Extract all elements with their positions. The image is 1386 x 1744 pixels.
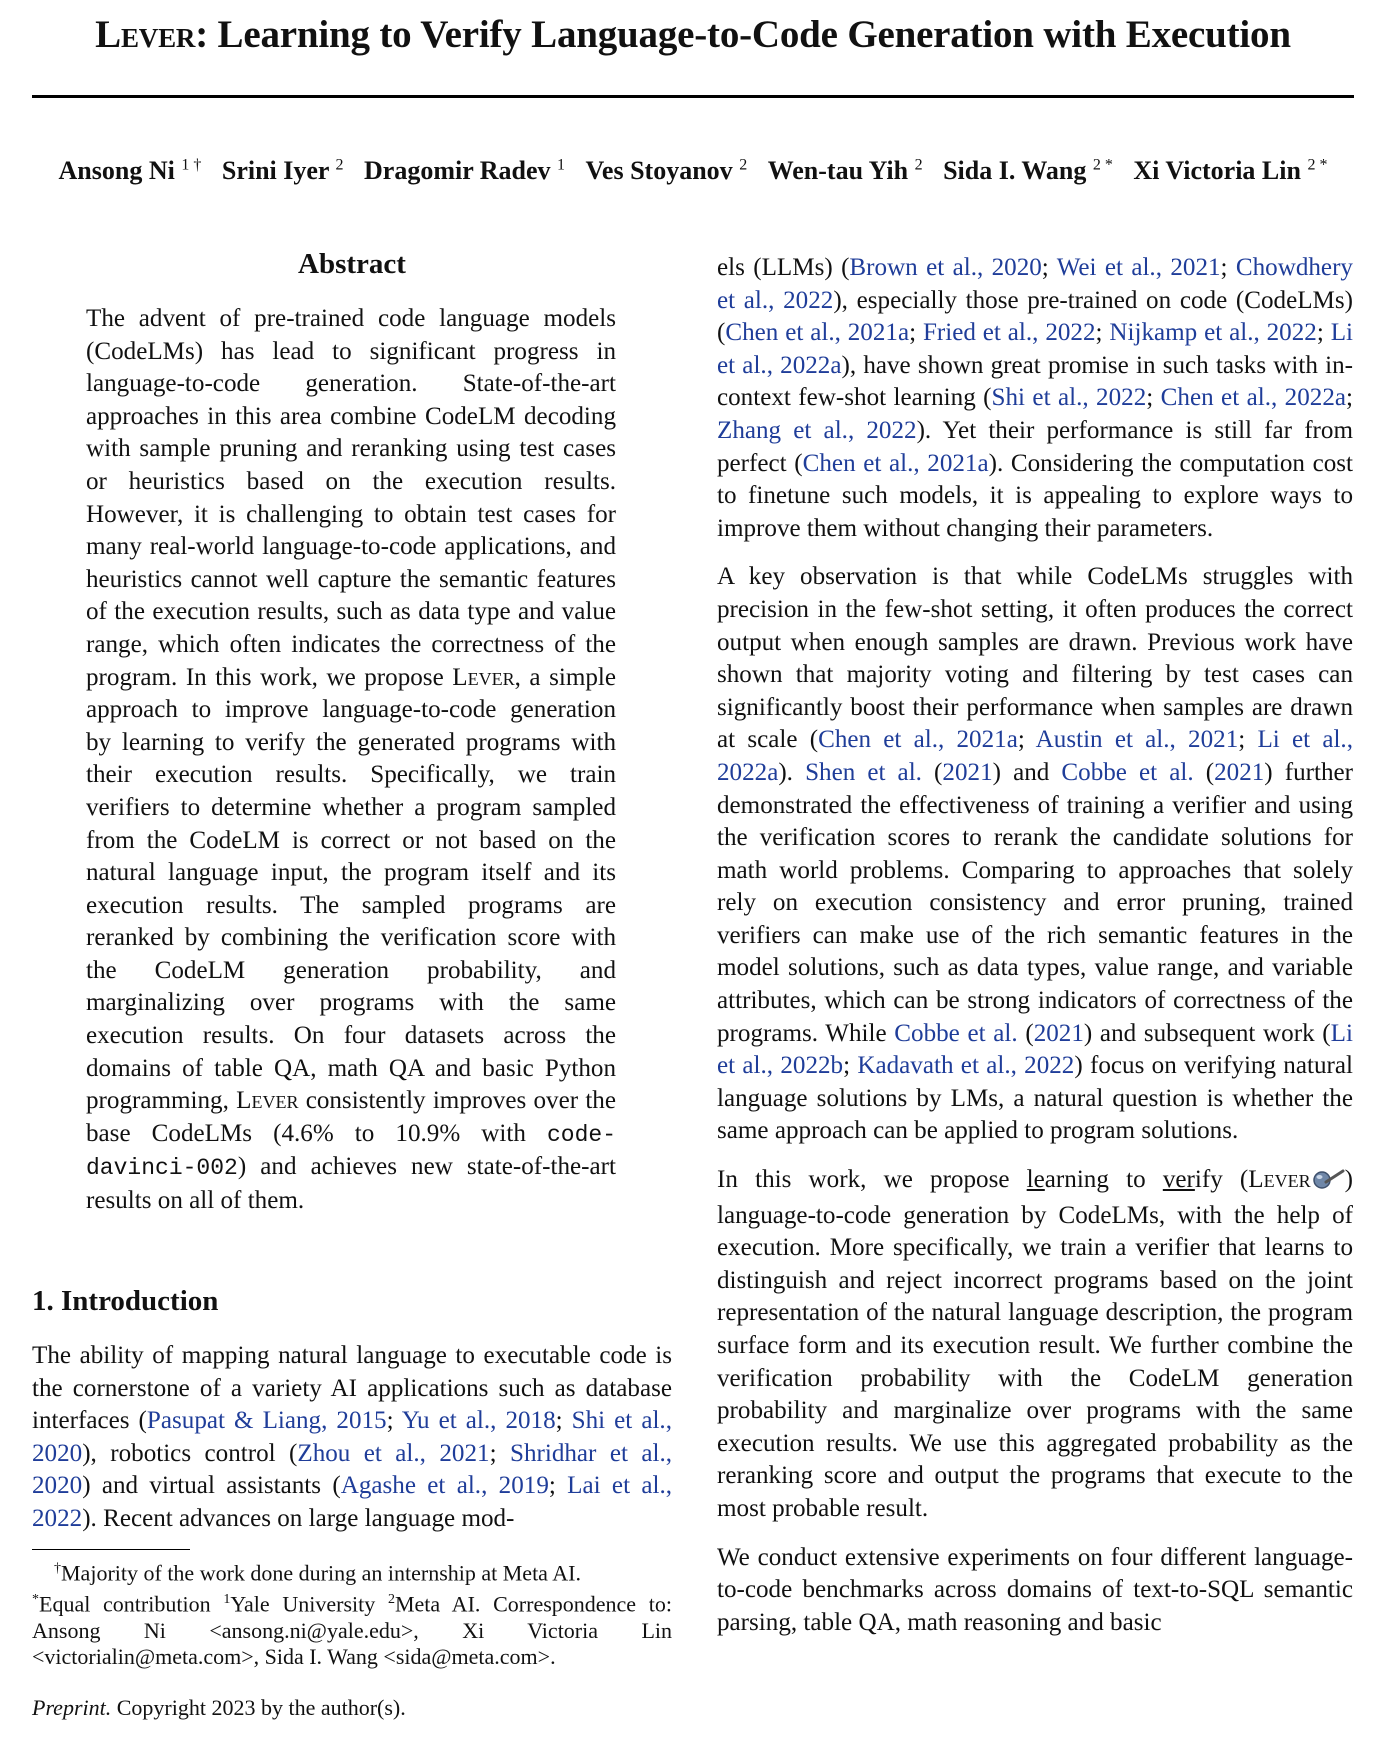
citation-link[interactable]: Chen et al., 2021a [725, 319, 910, 347]
citation-link[interactable]: Shi et al., 2020 [32, 1407, 672, 1467]
intro-paragraph: A key observation is that while CodeLMs struggles with precision in the few-shot setting, it often produces the correct output when enough samples are drawn. Previous work have shown that majority voting and filtering by test cases can significantly boost their performance when samples are drawn at scale (Chen et al., 2021a; Austin et al., 2021; Li et al., 2022a). Shen et al. (2021) and Cobbe et al. (2021) further demonstrated the effectiveness of training a verifier and using the verification scores to rerank the candidate solutions for math world problems. Comparing to approaches that solely rely on execution consistency and error pruning, trained verifiers can make use of the rich semantic features in the model solutions, such as data types, value range, and variable attributes, which can be strong indicators of correctness of the programs. While Cobbe et al. (2021) and subsequent work (Li et al., 2022b; Kadavath et al., 2022) focus on verifying natural language solutions by LMs, a natural question is whether the same approach can be applied to program solutions. [717, 563, 1354, 1145]
citation-link[interactable]: Zhang et al., 2022 [717, 416, 917, 444]
title-lever: Lever [95, 13, 196, 56]
citation-link[interactable]: Fried et al., 2022 [922, 319, 1096, 347]
intro-paragraph: In this work, we propose learning to verify (Lever ) language-to-code generation by CodeLMs, with the help of execution. More specifically, we train a verifier that learns to distinguish and reject incorrect programs based on the joint representation of the natural language description, the program surface form and its execution result. We further combine the verification probability with the CodeLM generation probability and marginalize over programs with the same execution results. We use this aggregated probability as the reranking score and output the programs that execute to the most probable result. [717, 1166, 1353, 1522]
abstract-body: The advent of pre-trained code language models (CodeLMs) has lead to significant progress in language-to-code generation. State-of-the-art approaches in this area combine CodeLM decoding with sample pruning and reranking using test cases or heuristics based on the execution results. However, it is challenging to obtain test cases for many real-world language-to-code applications, and heuristics cannot well capture the semantic features of the execution results, such as data type and value range, which often indicates the correctness of the program. In this work, we propose Lever, a simple approach to improve language-to-code generation by learning to verify the generated programs with their execution results. Specifically, we train verifiers to determine whether a program sampled from the CodeLM is correct or not based on the natural language input, the program itself and its execution results. The sampled programs are reranked by combining the verification score with the CodeLM generation probability, and marginalizing over programs with the same execution results. On four datasets across the domains of table QA, math QA and basic Python programming, Lever consistently improves over the base CodeLMs (4.6% to 10.9% with code-davinci-002) and achieves new state-of-the-art results on all of them. [86, 305, 617, 1215]
section-heading-introduction: 1. Introduction [32, 1285, 219, 1317]
citation-link[interactable]: Yu et al., 2018 [401, 1407, 556, 1435]
footnote-rule [32, 1549, 190, 1550]
footnotes: †Majority of the work done during an internship at Meta AI. *Equal contribution $^1$Yale University $^2$Meta AI. Correspondence to: Ansong Ni <ansong.ni@yale.edu>, Xi Victoria Lin <victorialin@meta.com>, Sida I. Wang <sida@meta.com>. [32, 1560, 673, 1670]
intro-paragraph: The ability of mapping natural language to executable code is the cornerstone of a variety AI applications such as database interfaces (Pasupat & Liang, 2015; Yu et al., 2018; Shi et al., 2020), robotics control (Zhou et al., 2021; Shridhar et al., 2020) and virtual assistants (Agashe et al., 2019; Lai et al., 2022). Recent advances on large language mod- [32, 1342, 673, 1532]
citation-link[interactable]: Chen et al., 2021a [818, 726, 1018, 754]
citation-link[interactable]: Cobbe et al. [894, 1019, 1018, 1047]
lever-logo-icon [1311, 1167, 1345, 1200]
author: Sida I. Wang $^{2 *}$ [943, 156, 1113, 185]
citation-link[interactable]: Shridhar et al., 2020 [32, 1439, 673, 1500]
citation-link[interactable]: Shen et al. [805, 758, 922, 786]
citation-link[interactable]: Austin et al., 2021 [1035, 726, 1239, 754]
citation-link[interactable]: 2021 [1033, 1019, 1084, 1047]
citation-link[interactable]: Brown et al., 2020 [849, 254, 1042, 281]
intro-paragraph: We conduct extensive experiments on four different language-to-code benchmarks across domains of text-to-SQL semantic parsing, table QA, math reasoning and basic [717, 1543, 1353, 1636]
author-list [0, 156, 1386, 186]
citation-link[interactable]: Kadavath et al., 2022 [857, 1052, 1075, 1080]
author: Wen-tau Yih $^2$ [767, 156, 923, 185]
citation-link[interactable]: Wei et al., 2021 [1056, 254, 1221, 281]
author: Srini Iyer $^2$ [221, 156, 344, 185]
abstract-heading: Abstract [298, 248, 406, 280]
citation-link[interactable]: Chowdhery et al., 2022 [717, 254, 1353, 314]
citation-link[interactable]: Cobbe et al. [1061, 758, 1194, 786]
author: Dragomir Radev $^1$ [364, 156, 566, 185]
preprint-notice: Preprint. Copyright 2023 by the author(s). [32, 1695, 406, 1720]
right-column [717, 252, 1353, 1655]
citation-link[interactable]: Lai et al., 2022 [32, 1472, 673, 1532]
citation-link[interactable]: 2021 [942, 758, 993, 786]
code-model-name: code-davinci-002 [86, 1121, 616, 1182]
author: Ansong Ni $^{1 \dagger}$ [58, 156, 202, 185]
citation-link[interactable]: Li et al., 2022a [717, 319, 1353, 379]
paper-title [0, 12, 1386, 57]
citation-link[interactable]: Chen et al., 2021a [802, 449, 989, 477]
intro-paragraph: els (LLMs) (Brown et al., 2020; Wei et al., 2021; Chowdhery et al., 2022), especially those pre-trained on code (CodeLMs) (Chen et al., 2021a; Fried et al., 2022; Nijkamp et al., 2022; Li et al., 2022a), have shown great promise in such tasks with in-context few-shot learning (Shi et al., 2022; Chen et al., 2022a; Zhang et al., 2022). Yet their performance is still far from perfect (Chen et al., 2021a). Considering the computation cost to finetune such models, it is appealing to explore ways to improve them without changing their parameters. [717, 254, 1353, 542]
citation-link[interactable]: Zhou et al., 2021 [297, 1439, 490, 1467]
author: Xi Victoria Lin $^{2 *}$ [1133, 156, 1328, 185]
citation-link[interactable]: Li et al., 2022a [717, 726, 1353, 786]
title-rule [32, 95, 1354, 98]
citation-link[interactable]: Li et al., 2022b [717, 1019, 1353, 1080]
citation-link[interactable]: Pasupat & Liang, 2015 [146, 1407, 387, 1435]
citation-link[interactable]: Agashe et al., 2019 [340, 1472, 549, 1500]
author: Ves Stoyanov $^2$ [585, 156, 748, 185]
citation-link[interactable]: Shi et al., 2022 [991, 384, 1147, 412]
citation-link[interactable]: Chen et al., 2022a [1160, 384, 1347, 412]
title-rest: : Learning to Verify Language-to-Code Generation with Execution [195, 13, 1291, 56]
citation-link[interactable]: 2021 [1214, 758, 1265, 786]
citation-link[interactable]: Nijkamp et al., 2022 [1109, 319, 1317, 347]
